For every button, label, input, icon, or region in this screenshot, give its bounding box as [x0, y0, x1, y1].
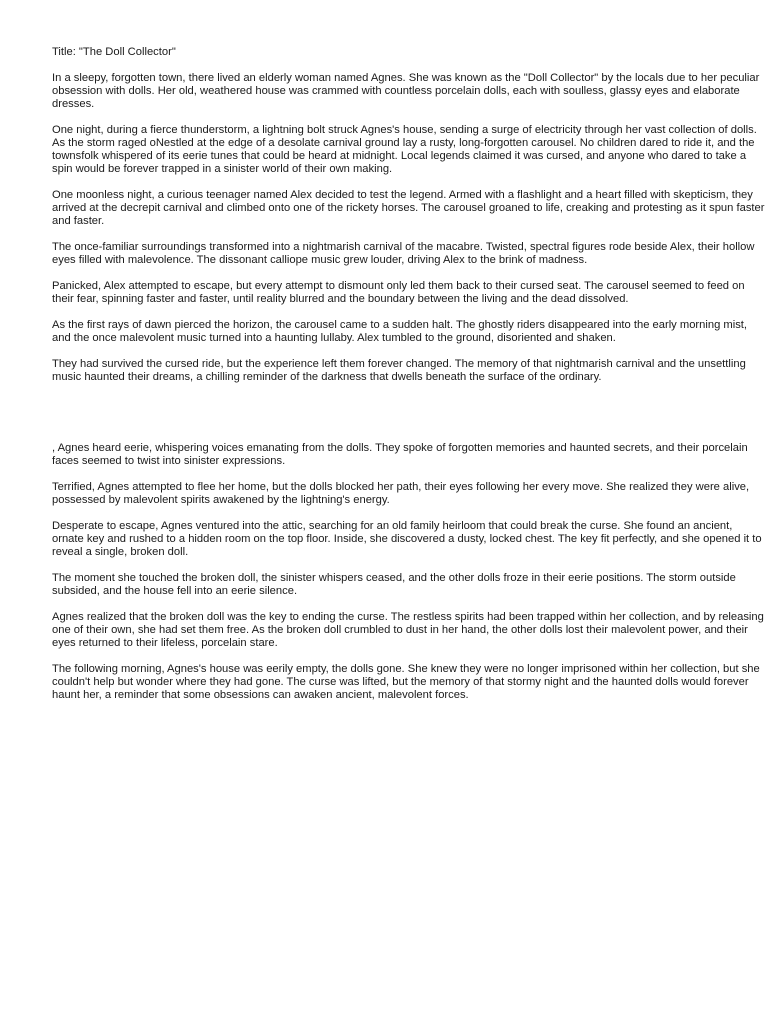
document-title: Title: "The Doll Collector" [52, 46, 176, 58]
paragraph: In a sleepy, forgotten town, there lived an elderly woman named Agnes. She was known as the "Doll Collector" by the locals due to her peculiar obsession with dolls. Her old, weathered house was crammed with countless porcelain dolls, each with soulless, glassy eyes and elaborate dresses. [52, 72, 760, 110]
section-gap [52, 397, 766, 442]
document-page [52, 46, 766, 715]
paragraph: Desperate to escape, Agnes ventured into the attic, searching for an old family heirloom that could break the curse. She found an ancient, ornate key and rushed to a hidden room on the top floor. Inside, she discovered a dusty, locked chest. The key fit perfectly, and she opened it to reveal a single, broken doll. [52, 520, 762, 558]
paragraph: As the first rays of dawn pierced the horizon, the carousel came to a sudden halt. The ghostly riders disappeared into the early morning mist, and the once malevolent music turned into a haunting lullaby. Alex tumbled to the ground, disoriented and shaken. [52, 319, 748, 344]
paragraph: The moment she touched the broken doll, the sinister whispers ceased, and the other dolls froze in their eerie positions. The storm outside subsided, and the house fell into an eerie silence. [52, 572, 736, 597]
paragraph: One night, during a fierce thunderstorm, a lightning bolt struck Agnes's house, sending a surge of electricity through her vast collection of dolls. As the storm raged oNestled at the edge of a desolate carnival ground lay a rusty, long-forgotten carousel. No children dared to ride it, and the townsfolk whispered of its eerie tunes that could be heard at midnight. Local legends claimed it was cursed, and anyone who dared to take a spin would be forever trapped in a sinister world of their own making. [52, 124, 757, 175]
paragraph: Agnes realized that the broken doll was the key to ending the curse. The restless spirits had been trapped within her collection, and by releasing one of their own, she had set them free. As the broken doll crumbled to dust in her hand, the other dolls lost their malevolent power, and their eyes returned to their lifeless, porcelain stare. [52, 611, 764, 649]
paragraph: , Agnes heard eerie, whispering voices emanating from the dolls. They spoke of forgotten memories and haunted secrets, and their porcelain faces seemed to twist into sinister expressions. [52, 442, 748, 467]
paragraph: The following morning, Agnes's house was eerily empty, the dolls gone. She knew they were no longer imprisoned within her collection, but she couldn't help but wonder where they had gone. The curse was lifted, but the memory of that stormy night and the haunted dolls would forever haunt her, a reminder that some obsessions can awaken ancient, malevolent forces. [52, 663, 760, 701]
paragraph: Terrified, Agnes attempted to flee her home, but the dolls blocked her path, their eyes following her every move. She realized they were alive, possessed by malevolent spirits awakened by the lightning's energy. [52, 481, 750, 506]
paragraph: Panicked, Alex attempted to escape, but every attempt to dismount only led them back to their cursed seat. The carousel seemed to feed on their fear, spinning faster and faster, until reality blurred and the boundary between the living and the dead dissolved. [52, 280, 745, 305]
paragraph: One moonless night, a curious teenager named Alex decided to test the legend. Armed with a flashlight and a heart filled with skepticism, they arrived at the decrepit carnival and climbed onto one of the rickety horses. The carousel groaned to life, creaking and protesting as it spun faster and faster. [52, 189, 765, 227]
paragraph: The once-familiar surroundings transformed into a nightmarish carnival of the macabre. Twisted, spectral figures rode beside Alex, their hollow eyes filled with malevolence. The dissonant calliope music grew louder, driving Alex to the brink of madness. [52, 241, 755, 266]
paragraph: They had survived the cursed ride, but the experience left them forever changed. The memory of that nightmarish carnival and the unsettling music haunted their dreams, a chilling reminder of the darkness that dwells beneath the surface of the ordinary. [52, 358, 746, 383]
